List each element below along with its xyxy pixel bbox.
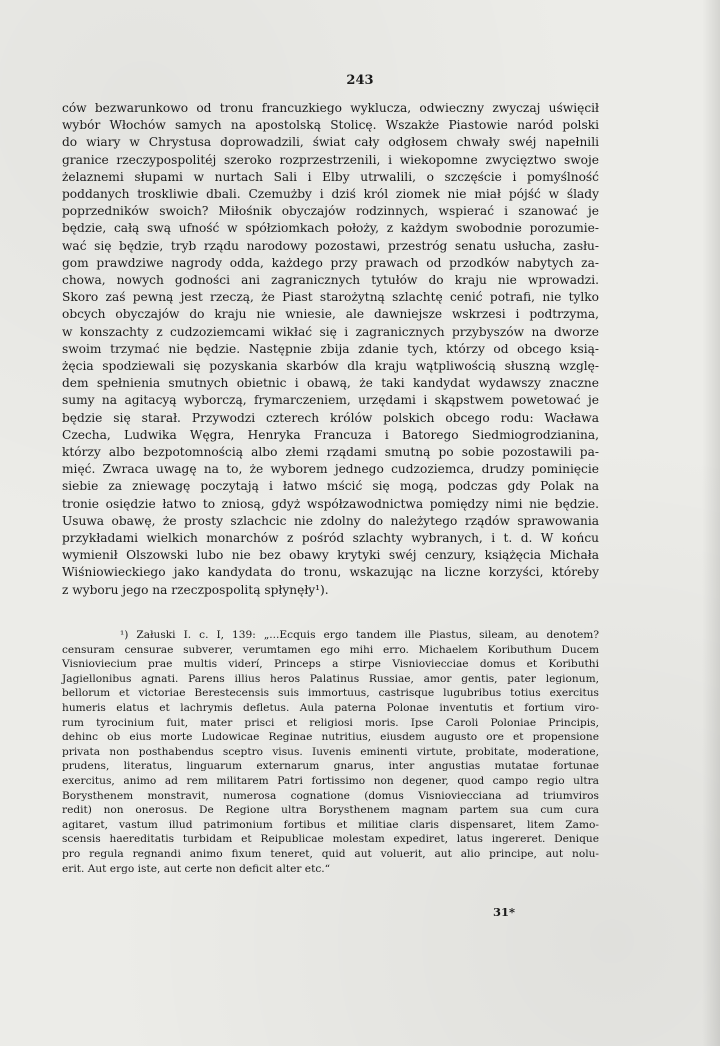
text-line: gom prawdziwe nagrody odda, każdego przy prawach od przodków nabytych za- (62, 255, 599, 270)
footnote-line: censuram censurae subverer, verumtamen ego mihi erro. Michaelem Koributhum Ducem (62, 643, 599, 656)
text-line: poprzedników swoich? Miłośnik obyczajów rodzinnych, wspierać i szanować je (62, 204, 599, 219)
text-line: Wiśniowieckiego jako kandydata do tronu, wskazując na liczne korzyści, któreby (62, 565, 599, 580)
page-number: 243 (346, 73, 374, 88)
text-line: sumy na agitacyą wyborczą, frymarczeniem, urzędami i skąpstwem powetować je (62, 393, 599, 408)
footnote-line: redit) non onerosus. De Regione ultra Borysthenem magnam partem sua cum cura (62, 804, 599, 817)
text-line: przykładami wielkich monarchów z pośród szlachty wybranych, i t. d. W końcu (62, 531, 599, 546)
footnote-line: Visnioviecium prae multis viderí, Princeps a stirpe Visnioviecciae domus et Koributhi (62, 658, 599, 671)
text-line: ców bezwarunkowo od tronu francuzkiego wyklucza, odwieczny zwyczaj uświęcił (62, 101, 599, 115)
text-line: granice rzeczypospolitéj szeroko rozprzestrzenili, i wiekopomne zwycięztwo swoje (62, 152, 599, 167)
text-line: Skoro zaś pewną jest rzeczą, że Piast starożytną szlachtę cenić potrafi, nie tylko (62, 290, 599, 305)
footnote-line: privata non posthabendus sceptro visus. Iuvenis eminenti virtute, probitate, moderatione, (62, 745, 599, 758)
text-line: wybór Włochów samych na apostolską Stolicę. Wszakże Piastowie naród polski (62, 118, 599, 133)
text-line: swoim trzymać nie będzie. Następnie zbija zdanie tych, którzy od obcego ksią- (62, 341, 599, 356)
text-line: Czecha, Ludwika Węgra, Henryka Francuza i Batorego Siedmiogrodzianina, (62, 427, 599, 442)
footnote-line: ¹) Załuski I. c. I, 139: „...Ecquis ergo tandem ille Piastus, sileam, au denotem? (120, 629, 599, 641)
text-line: siebie za zniewagę poczytają i łatwo mścić się mogą, podczas gdy Polak na (62, 479, 599, 494)
text-line: będzie się starał. Przywodzi czterech królów polskich obcego rodu: Wacława (62, 410, 599, 425)
text-line: z wyboru jego na rzeczpospolitą spłynęły¹). (62, 582, 329, 597)
text-line: żęcia spodziewali się pozyskania skarbów dla kraju wątpliwością słuszną wzglę- (62, 359, 599, 374)
text-line: wać się będzie, tryb rządu narodowy pozostawi, przestróg senatu usłucha, zasłu- (62, 238, 599, 253)
text-line: żelaznemi słupami w nurtach Sali i Elby utrwalili, o szczęście i pomyślność (62, 169, 599, 184)
footnote-line: agitaret, vastum illud patrimonium fortibus et militiae claris dispensaret, litem Zamo- (62, 818, 599, 831)
footnote-line: Jagiellonibus agnati. Parens illius heros Palatinus Russiae, amor gentis, pater legionum, (62, 672, 599, 685)
text-line: chowa, nowych godności ani zagranicznych tytułów do kraju nie wprowadzi. (62, 273, 599, 288)
footnote-line: dehinc ob eius morte Ludowicae Reginae nutritius, eiusdem augusto ore et propensione (62, 731, 599, 744)
footnote-line: prudens, literatus, linguarum externarum gnarus, inter angustias mutatae fortunae (62, 760, 599, 773)
footnote-line: exercitus, animo ad rem militarem Patri fortissimo non degener, quod campo regio ultra (62, 774, 599, 787)
text-line: tronie osiędzie łatwo to zniosą, gdyż współzawodnictwa pomiędzy nimi nie będzie. (62, 496, 599, 511)
main-text (62, 100, 599, 599)
footnote-line: humeris elatus et lachrymis defletus. Aula paterna Polonae inventutis et fortium viro- (62, 701, 599, 714)
page-edge-shadow (702, 0, 720, 1046)
text-line: obcych obyczajów do kraju nie wniesie, ale dawniejsze wskrzesi i podtrzyma, (62, 307, 599, 322)
text-line: poddanych troskliwie dbali. Czemużby i dziś król ziomek nie miał pójść w ślady (62, 187, 599, 202)
text-line: w konszachty z cudzoziemcami wikłać się i zagranicznych przybyszów na dworze (62, 324, 599, 339)
text-line: Usuwa obawę, że prosty szlachcic nie zdolny do należytego rządów sprawowania (62, 513, 599, 528)
footnote-line: erit. Aut ergo iste, aut certe non deficit alter etc.“ (62, 862, 331, 875)
footnote-line: Borysthenem monstravit, numerosa cognatione (domus Visnioviecciana ad triumviros (62, 789, 599, 802)
footnote-line: bellorum et victoriae Berestecensis suis immortuus, castrisque lugubribus totius exercitus (62, 687, 599, 700)
text-line: mięć. Zwraca uwagę na to, że wyborem jednego cudzoziemca, drudzy pominięcie (62, 462, 599, 477)
text-line: będzie, całą swą ufność w spółziomkach położy, z każdym swobodnie porozumie- (62, 221, 599, 236)
text-line: dem spełnienia smutnych obietnic i obawą, że taki kandydat wydawszy znaczne (62, 376, 599, 391)
footnote-line: rum tyrocinium fuit, mater prisci et religiosi moris. Ipse Caroli Poloniae Principis, (62, 716, 599, 729)
footnote-line: pro regula regnandi animo fixum teneret, quid aut voluerit, aut alio principe, aut nolu- (62, 847, 599, 860)
footnote-line: scensis haereditatis turbidam et Reipublicae molestam expediret, latus ingereret. Denique (62, 833, 599, 846)
footnote (62, 628, 599, 876)
signature-mark: 31* (493, 905, 516, 919)
text-line: którzy albo bezpotomnością albo złemi rządami smutną po sobie pozostawili pa- (62, 445, 599, 460)
text-line: do wiary w Chrystusa doprowadzili, świat cały odgłosem chwały swéj napełnili (62, 135, 599, 150)
text-line: wymienił Olszowski lubo nie bez obawy krytyki swéj cenzury, książęcia Michała (62, 548, 599, 563)
